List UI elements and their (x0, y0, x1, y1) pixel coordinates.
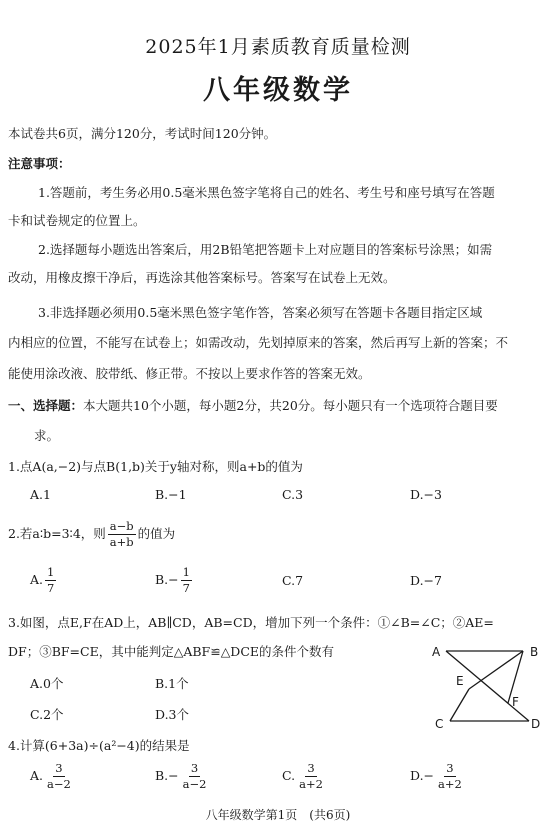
q2-option-a-num: 1 (45, 567, 56, 582)
q4-option-a-den: a−2 (47, 777, 71, 791)
q4-option-a-num: 3 (53, 763, 64, 778)
figure-label-f: F (512, 695, 519, 709)
q4-option-d-label: D.− (410, 768, 435, 783)
notice-item-3-line-2: 内相应的位置，不能写在试卷上；如需改动，先划掉原来的答案，然后再写上新的答案；不 (8, 335, 509, 350)
section-1-line-2: 求。 (34, 428, 60, 443)
notice-item-1-line-1: 1.答题前，考生务必用0.5毫米黑色签字笔将自己的姓名、考生号和座号填写在答题 (38, 185, 495, 200)
q4-option-c-den: a+2 (299, 777, 323, 791)
q3-option-a: A.0个 (30, 676, 64, 691)
exam-title: 2025年1月素质教育质量检测 (145, 36, 411, 58)
segment-ce (450, 689, 469, 721)
q1-option-b: B.−1 (155, 487, 187, 502)
notice-item-3-line-3: 能使用涂改液、胶带纸、修正带。不按以上要求作答的答案无效。 (8, 366, 371, 381)
q4-option-b-den: a−2 (182, 777, 207, 791)
q2-option-b-den: 7 (182, 581, 190, 595)
q4-option-c (282, 762, 327, 791)
subject-title: 八年级数学 (203, 75, 353, 106)
q2-option-c: C.7 (282, 573, 304, 588)
q2-stem-fraction (108, 518, 136, 549)
q2-stem-post: 的值为 (137, 526, 176, 541)
q4-stem: 4.计算(6+3a)÷(a²−4)的结果是 (8, 738, 190, 753)
q2-stem-pre: 2.若a∶b=3∶4，则 (8, 526, 106, 541)
q4-option-d-fraction (436, 760, 464, 791)
notice-item-2-line-2: 改动，用橡皮擦干净后，再选涂其他答案标号。答案写在试卷上无效。 (8, 270, 396, 285)
intro-text: 本试卷共6页，满分120分，考试时间120分钟。 (8, 126, 277, 141)
q1-option-a: A.1 (30, 487, 51, 502)
q2-option-d: D.−7 (410, 573, 442, 588)
q2-stem (8, 520, 175, 549)
q4-option-b-num: 3 (189, 763, 200, 778)
q4-option-a-fraction (45, 760, 73, 791)
q3-geometry-figure (420, 640, 550, 736)
q4-option-b-fraction (181, 760, 209, 791)
figure-label-e: E (456, 674, 464, 688)
section-1-label: 一、选择题： (8, 398, 84, 413)
q2-option-b-label: B.− (155, 572, 179, 587)
q4-option-a-label: A. (30, 768, 44, 783)
q4-option-b (155, 762, 210, 791)
q4-option-c-num: 3 (305, 763, 316, 778)
q3-option-d: D.3个 (155, 707, 190, 722)
segment-be (469, 651, 523, 689)
figure-label-a: A (432, 645, 441, 659)
notice-item-3-line-1: 3.非选择题必须用0.5毫米黑色签字笔作答，答案必须写在答题卡各题目指定区域 (38, 305, 483, 320)
q4-option-d-den: a+2 (438, 777, 462, 791)
q4-option-d (410, 762, 466, 791)
q3-line-1: 3.如图，点E,F在AD上，AB∥CD，AB=CD，增加下列一个条件：①∠B=∠C；②AE= (8, 615, 494, 630)
q4-option-b-label: B.− (155, 768, 179, 783)
figure-label-c: C (435, 717, 444, 731)
q4-option-c-fraction (297, 760, 325, 791)
q4-option-a (30, 762, 75, 791)
page-footer: 八年级数学第1页 (共6页) (205, 808, 351, 822)
q2-option-a-fraction (45, 564, 56, 595)
q4-option-c-label: C. (282, 768, 296, 783)
q4-option-d-num: 3 (444, 763, 455, 778)
q3-option-b: B.1个 (155, 676, 189, 691)
q2-option-b-fraction (181, 564, 192, 595)
notice-heading: 注意事项： (8, 156, 71, 171)
q2-option-b-num: 1 (181, 567, 192, 582)
q1-stem: 1.点A(a,−2)与点B(1,b)关于y轴对称，则a+b的值为 (8, 459, 303, 474)
notice-item-1-line-2: 卡和试卷规定的位置上。 (8, 213, 146, 228)
q1-option-c: C.3 (282, 487, 304, 502)
q2-option-a (30, 566, 58, 595)
q2-option-a-label: A. (30, 572, 44, 587)
section-1-line-1 (8, 396, 498, 414)
figure-label-d: D (531, 717, 541, 731)
q2-frac-num: a−b (108, 521, 136, 536)
notice-item-2-line-1: 2.选择题每小题选出答案后，用2B铅笔把答题卡上对应题目的答案标号涂黑；如需 (38, 242, 493, 257)
q1-option-d: D.−3 (410, 487, 442, 502)
q3-option-c: C.2个 (30, 707, 64, 722)
q2-option-a-den: 7 (47, 581, 55, 595)
q2-option-b (155, 566, 194, 595)
figure-label-b: B (530, 645, 539, 659)
q3-line-2: DF；③BF=CE，其中能判定△ABF≌△DCE的条件个数有 (8, 644, 335, 659)
q2-frac-den: a+b (109, 535, 134, 549)
section-1-text: 本大题共10个小题，每小题2分，共20分。每小题只有一个选项符合题目要 (83, 398, 498, 413)
